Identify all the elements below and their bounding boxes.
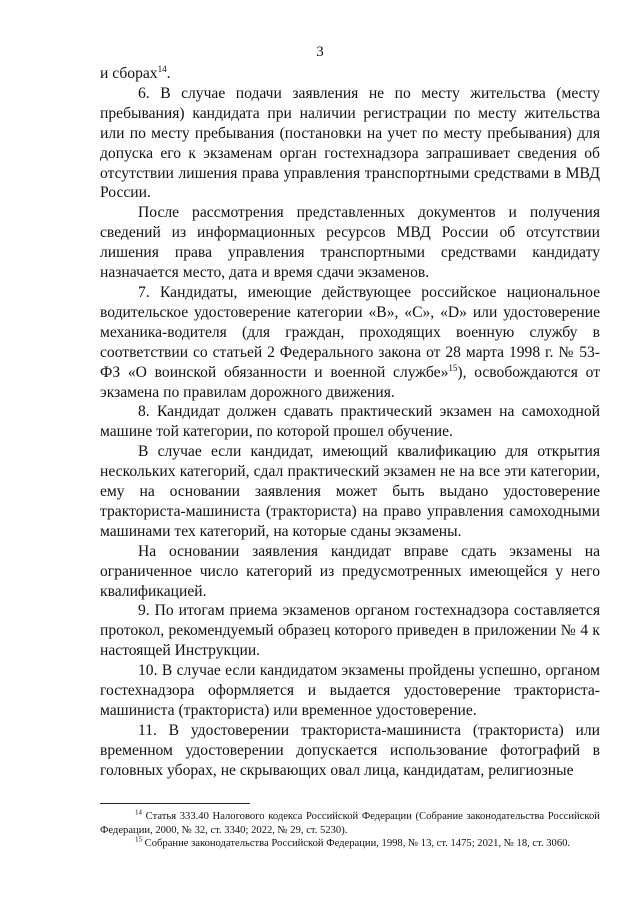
footnote-14 <box>100 810 600 837</box>
footnote-ref-14: 14 <box>157 63 167 74</box>
paragraph-tail: ), освобождаются от экзамена по правилам дорожного движения. <box>100 363 601 401</box>
paragraph-10: 10. В случае если кандидатом экзамены пройдены успешно, органом гостехнадзора оформляется и выдается удостоверение тракториста-машиниста (тракториста) или временное удостоверение. <box>100 662 600 719</box>
paragraph-8-cont-2: На основании заявления кандидат вправе сдать экзамены на ограниченное число категорий из предусмотренных имеющейся у него квалификацией. <box>100 542 600 600</box>
paragraph-6: 6. В случае подачи заявления не по месту жительства (месту пребывания) кандидата при наличии регистрации по месту жительства или по месту пребывания (постановки на учет по месту пребывания) для допуска его к экзаменам орган гостехнадзора запрашивает сведения об отсутствии лишения права управления транспортными средствами в МВД России. <box>100 84 600 202</box>
paragraph-9: 9. По итогам приема экзаменов органом гостехнадзора составляется протокол, рекомендуемый образец которого приведен в приложении № 4 к настоящей Инструкции. <box>100 602 600 660</box>
footnote-marker: 15 <box>135 835 142 844</box>
body-text <box>100 64 600 781</box>
paragraph-text: 7. Кандидаты, имеющие действующее российское национальное водительское удостоверение категории «B», «C», «D» или удостоверение механика-водителя (для граждан, проходящих военную службу в соответствии со статьей 2 Федерального закона от 28 марта 1998 г. № 53-ФЗ «О воинской обязанности и военной службе» <box>100 283 600 381</box>
paragraph-8: 8. Кандидат должен сдавать практический экзамен на самоходной машине той категории, по которой прошел обучение. <box>100 403 600 441</box>
footnote-text: Статья 333.40 Налогового кодекса Российской Федерации (Собрание законодательства Российской Федерации, 2000, № 32, ст. 3340; 2022, № 29, ст. 5230). <box>100 811 600 836</box>
paragraph-8-cont: В случае если кандидат, имеющий квалификацию для открытия нескольких категорий, сдал практический экзамен не на все эти категории, ему на основании заявления может быть выдано удостоверение тракториста-машиниста (тракториста) на право управления самоходными машинами тех категорий, на которые сданы экзамены. <box>100 443 600 540</box>
footnote-text: Собрание законодательства Российской Федерации, 1998, № 13, ст. 1475; 2021, № 18, ст. 3060. <box>144 838 571 850</box>
paragraph-text: и сборах <box>100 65 158 82</box>
footnote-ref-15: 15 <box>448 362 458 373</box>
paragraph-6-cont: После рассмотрения представленных документов и получения сведений из информационных ресурсов МВД России об отсутствии лишения права управления транспортными средствами кандидату назначается место, дата и время сдачи экзаменов. <box>100 204 600 282</box>
paragraph-tail: . <box>166 65 171 82</box>
paragraph-11: 11. В удостоверении тракториста-машиниста (тракториста) или временном удостоверении допускается использование фотографий в головных уборах, не скрывающих овал лица, кандидатам, религиозные <box>100 721 600 779</box>
footnote-marker: 14 <box>135 808 142 817</box>
footnotes <box>100 810 600 851</box>
paragraph-continuation <box>100 64 600 84</box>
footnote-divider <box>100 803 250 804</box>
page-number: 3 <box>316 44 324 60</box>
paragraph-7 <box>100 283 600 402</box>
footnote-15 <box>100 837 600 851</box>
